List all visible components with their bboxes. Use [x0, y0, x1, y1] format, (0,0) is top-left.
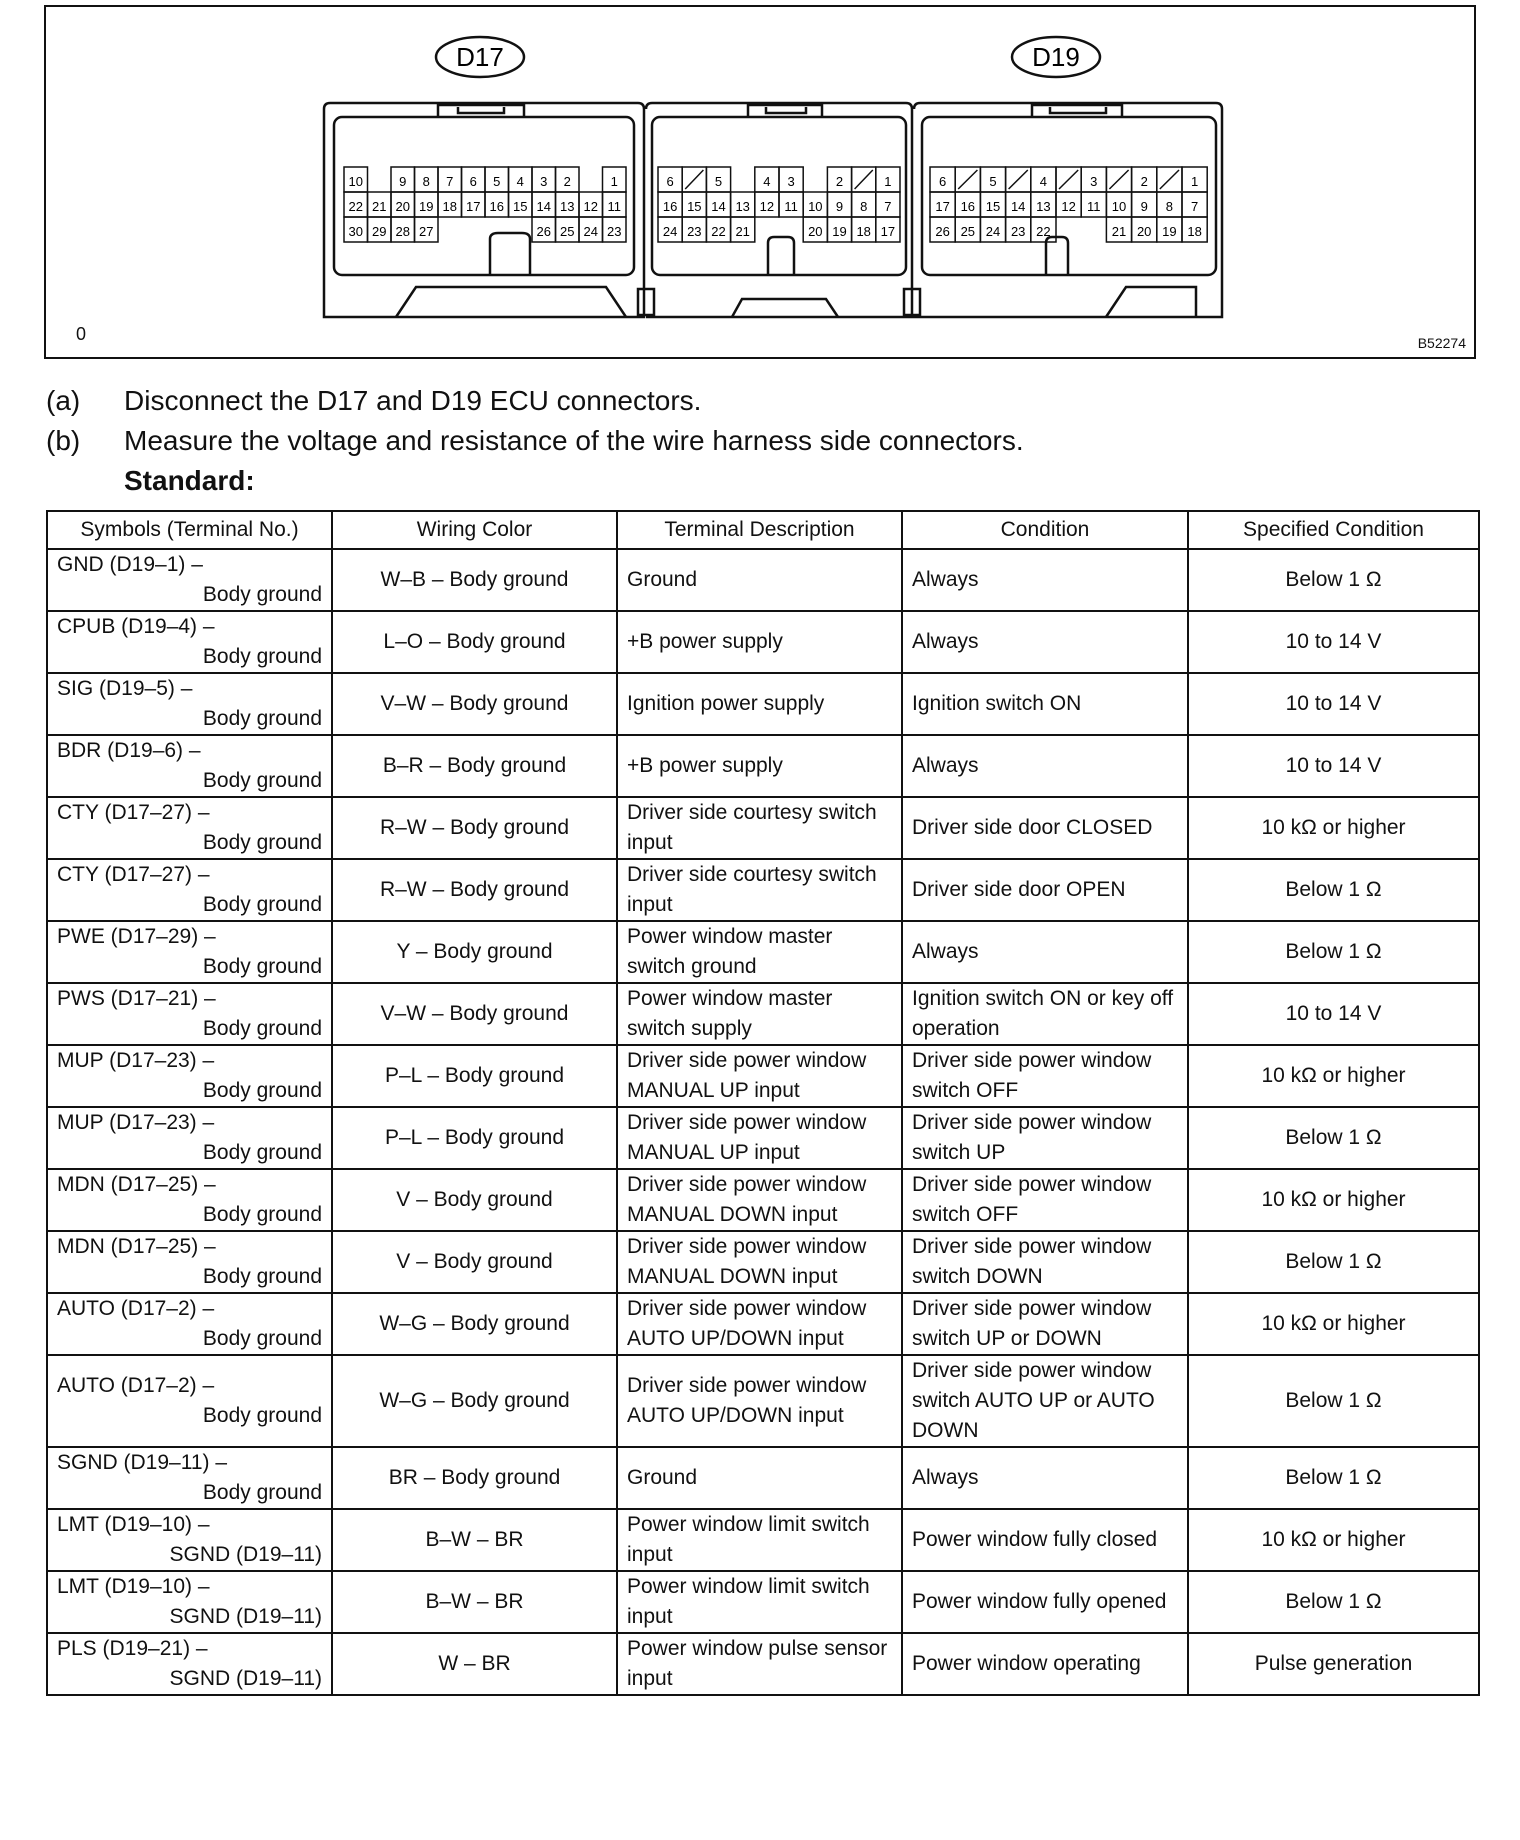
pin-number: 15: [687, 199, 702, 214]
step-a-label: (a): [46, 385, 81, 416]
pin-number: 3: [1090, 174, 1098, 189]
pin-number: 22: [348, 199, 363, 214]
cell-symbol: [47, 859, 332, 921]
cell-wiring-color: V–W – Body ground: [332, 983, 617, 1045]
symbol-terminal: MDN (D17–25) –: [57, 1173, 216, 1196]
symbol-reference: Body ground: [202, 1017, 322, 1040]
symbol-reference: Body ground: [202, 1327, 322, 1350]
cell-specified-condition: Below 1 Ω: [1188, 859, 1479, 921]
cell-wiring-color: P–L – Body ground: [332, 1045, 617, 1107]
cell-specified-condition: 10 kΩ or higher: [1188, 1293, 1479, 1355]
cell-condition: Driver side power window switch UP or DOWN: [902, 1293, 1188, 1355]
connector-diagram: [44, 5, 1476, 359]
cell-condition: Driver side door OPEN: [902, 859, 1188, 921]
pin-number: 2: [1140, 174, 1148, 189]
cell-condition: Always: [902, 735, 1188, 797]
table-header-row: [47, 511, 1479, 549]
header-condition: Condition: [902, 511, 1188, 549]
cell-symbol: [47, 1231, 332, 1293]
symbol-terminal: CPUB (D19–4) –: [57, 615, 215, 638]
pin-number: 9: [1140, 199, 1148, 214]
symbol-terminal: MUP (D17–23) –: [57, 1111, 215, 1134]
symbol-terminal: BDR (D19–6) –: [57, 739, 201, 762]
pin-number: 7: [884, 199, 892, 214]
pin-number: 19: [1162, 224, 1177, 239]
symbol-reference: Body ground: [202, 831, 322, 854]
table-row: [47, 1571, 1479, 1633]
pin-number: 3: [787, 174, 795, 189]
pin-number: 17: [935, 199, 950, 214]
pin-number: 5: [493, 174, 501, 189]
empty-pin-slash: [855, 170, 873, 189]
table-row: [47, 1107, 1479, 1169]
cell-terminal-description: Driver side power window MANUAL DOWN input: [617, 1231, 902, 1293]
symbol-terminal: LMT (D19–10) –: [57, 1513, 210, 1536]
cell-specified-condition: Below 1 Ω: [1188, 1571, 1479, 1633]
pin-number: 9: [835, 199, 844, 214]
cell-specified-condition: Below 1 Ω: [1188, 921, 1479, 983]
pin-number: 30: [348, 224, 363, 239]
table-row: [47, 735, 1479, 797]
table-body: [47, 549, 1479, 1695]
cell-symbol: [47, 611, 332, 673]
pin-number: 5: [714, 174, 723, 189]
cell-condition: Ignition switch ON: [902, 673, 1188, 735]
table-row: [47, 1045, 1479, 1107]
symbol-terminal: PWS (D17–21) –: [57, 987, 216, 1010]
symbol-reference: Body ground: [202, 1141, 322, 1164]
pin-number: 13: [1036, 199, 1051, 214]
pin-number: 6: [469, 174, 477, 189]
pin-number: 8: [1165, 199, 1174, 214]
cell-symbol: [47, 735, 332, 797]
pin-number: 25: [560, 224, 575, 239]
cell-condition: Driver side power window switch OFF: [902, 1045, 1188, 1107]
symbol-terminal: SIG (D19–5) –: [57, 677, 193, 700]
pin-number: 2: [835, 174, 844, 189]
symbol-reference: Body ground: [202, 1203, 322, 1226]
symbol-reference: Body ground: [202, 769, 322, 792]
cell-symbol: [47, 1169, 332, 1231]
pin-number: 10: [1111, 199, 1127, 214]
cell-condition: Always: [902, 921, 1188, 983]
cell-terminal-description: Power window master switch supply: [617, 983, 902, 1045]
pin-number: 1: [610, 174, 618, 189]
pin-number: 7: [1190, 199, 1199, 214]
cell-wiring-color: W–G – Body ground: [332, 1355, 617, 1447]
empty-pin-slash: [1009, 170, 1028, 189]
cell-terminal-description: Driver side courtesy switch input: [617, 859, 902, 921]
symbol-reference: Body ground: [202, 583, 322, 606]
pin-number: 5: [989, 174, 997, 189]
table-row: [47, 859, 1479, 921]
symbol-terminal: MUP (D17–23) –: [57, 1049, 215, 1072]
cell-terminal-description: Driver side power window AUTO UP/DOWN input: [617, 1355, 902, 1447]
pin-number: 9: [399, 174, 407, 189]
cell-specified-condition: Below 1 Ω: [1188, 1231, 1479, 1293]
cell-symbol: [47, 1633, 332, 1695]
pin-number: 21: [372, 199, 387, 214]
pin-number: 27: [419, 224, 434, 239]
symbol-reference: Body ground: [202, 893, 322, 916]
cell-wiring-color: V – Body ground: [332, 1231, 617, 1293]
pin-number: 7: [446, 174, 454, 189]
step-b-label: (b): [46, 425, 81, 456]
symbol-reference: SGND (D19–11): [169, 1667, 322, 1690]
pin-number: 16: [662, 199, 678, 214]
cell-condition: Power window fully closed: [902, 1509, 1188, 1571]
cell-condition: Power window fully opened: [902, 1571, 1188, 1633]
cell-wiring-color: R–W – Body ground: [332, 859, 617, 921]
cell-specified-condition: Below 1 Ω: [1188, 1355, 1479, 1447]
pin-number: 11: [784, 199, 798, 214]
symbol-terminal: LMT (D19–10) –: [57, 1575, 210, 1598]
pin-number: 26: [935, 224, 950, 239]
standard-label: Standard:: [124, 465, 255, 496]
header-wiring-color: Wiring Color: [332, 511, 617, 549]
symbol-reference: Body ground: [202, 645, 322, 668]
cell-terminal-description: Driver side power window MANUAL DOWN input: [617, 1169, 902, 1231]
pin-number: 24: [583, 224, 598, 239]
cell-symbol: [47, 1571, 332, 1633]
header-symbols: Symbols (Terminal No.): [47, 511, 332, 549]
symbol-reference: SGND (D19–11): [169, 1543, 322, 1566]
pin-number: 1: [884, 174, 892, 189]
pin-number: 14: [536, 199, 551, 214]
pin-number: 19: [419, 199, 434, 214]
cell-condition: Power window operating: [902, 1633, 1188, 1695]
cell-wiring-color: V–W – Body ground: [332, 673, 617, 735]
cell-terminal-description: +B power supply: [617, 611, 902, 673]
cell-condition: Driver side power window switch DOWN: [902, 1231, 1188, 1293]
header-specified-condition: Specified Condition: [1188, 511, 1479, 549]
pin-number: 20: [395, 199, 410, 214]
pin-number: 18: [442, 199, 457, 214]
symbol-terminal: PWE (D17–29) –: [57, 925, 216, 948]
cell-wiring-color: R–W – Body ground: [332, 797, 617, 859]
empty-pin-slash: [1109, 170, 1128, 189]
cell-specified-condition: Pulse generation: [1188, 1633, 1479, 1695]
pin-number: 16: [489, 199, 504, 214]
pin-number: 15: [985, 199, 1001, 214]
symbol-terminal: CTY (D17–27) –: [57, 863, 210, 886]
table-row: [47, 1633, 1479, 1695]
cell-wiring-color: B–W – BR: [332, 1571, 617, 1633]
cell-condition: Always: [902, 611, 1188, 673]
cell-terminal-description: Power window limit switch input: [617, 1509, 902, 1571]
pin-number: 6: [666, 174, 674, 189]
symbol-terminal: AUTO (D17–2) –: [57, 1297, 215, 1320]
table-row: [47, 1509, 1479, 1571]
pin-number: 21: [735, 224, 750, 239]
pin-number: 24: [985, 224, 1001, 239]
cell-terminal-description: Power window master switch ground: [617, 921, 902, 983]
cell-terminal-description: Driver side power window MANUAL UP input: [617, 1107, 902, 1169]
symbol-reference: Body ground: [202, 955, 322, 978]
header-terminal-description: Terminal Description: [617, 511, 902, 549]
pin-number: 20: [1136, 224, 1152, 239]
pin-number: 28: [395, 224, 410, 239]
cell-terminal-description: Ground: [617, 1447, 902, 1509]
pin-number: 8: [422, 174, 430, 189]
symbol-reference: Body ground: [202, 1404, 322, 1427]
pin-number: 3: [540, 174, 548, 189]
cell-condition: Driver side power window switch UP: [902, 1107, 1188, 1169]
cell-specified-condition: 10 to 14 V: [1188, 611, 1479, 673]
cell-specified-condition: 10 to 14 V: [1188, 735, 1479, 797]
d17-pin-grid: [344, 167, 626, 242]
pin-number: 18: [856, 224, 871, 239]
pin-number: 14: [711, 199, 726, 214]
cell-condition: Driver side power window switch OFF: [902, 1169, 1188, 1231]
pin-number: 26: [536, 224, 551, 239]
step-a-text: Disconnect the D17 and D19 ECU connectors.: [124, 385, 702, 416]
cell-symbol: [47, 797, 332, 859]
symbol-reference: SGND (D19–11): [169, 1605, 322, 1628]
cell-terminal-description: Power window limit switch input: [617, 1571, 902, 1633]
cell-symbol: [47, 1447, 332, 1509]
d19-right-pin-grid: [930, 167, 1207, 242]
table-row: [47, 983, 1479, 1045]
cell-specified-condition: Below 1 Ω: [1188, 1107, 1479, 1169]
cell-condition: Driver side power window switch AUTO UP or AUTO DOWN: [902, 1355, 1188, 1447]
pin-number: 21: [1111, 224, 1127, 239]
pin-number: 17: [466, 199, 481, 214]
pin-number: 16: [960, 199, 976, 214]
cell-condition: Driver side door CLOSED: [902, 797, 1188, 859]
pin-number: 11: [607, 199, 621, 214]
pin-number: 14: [1010, 199, 1026, 214]
step-b-text: Measure the voltage and resistance of the wire harness side connectors.: [124, 425, 1024, 456]
cell-specified-condition: 10 to 14 V: [1188, 673, 1479, 735]
table-row: [47, 1231, 1479, 1293]
cell-condition: Always: [902, 1447, 1188, 1509]
pin-number: 4: [1039, 174, 1048, 189]
symbol-terminal: AUTO (D17–2) –: [57, 1374, 215, 1397]
symbol-terminal: MDN (D17–25) –: [57, 1235, 216, 1258]
table-row: [47, 1169, 1479, 1231]
cell-terminal-description: Driver side power window MANUAL UP input: [617, 1045, 902, 1107]
symbol-reference: Body ground: [202, 1265, 322, 1288]
cell-symbol: [47, 983, 332, 1045]
empty-pin-slash: [1160, 170, 1179, 189]
pin-number: 13: [735, 199, 750, 214]
pin-number: 11: [1087, 199, 1101, 214]
pin-number: 12: [583, 199, 598, 214]
pin-number: 17: [880, 224, 896, 239]
cell-symbol: [47, 1509, 332, 1571]
connector-label-d17: D17: [456, 42, 504, 72]
cell-wiring-color: B–R – Body ground: [332, 735, 617, 797]
cell-condition: Always: [902, 549, 1188, 611]
cell-wiring-color: W–G – Body ground: [332, 1293, 617, 1355]
cell-specified-condition: 10 kΩ or higher: [1188, 797, 1479, 859]
cell-symbol: [47, 549, 332, 611]
connector-drawing: [46, 7, 1474, 357]
pin-number: 10: [808, 199, 823, 214]
pin-number: 4: [516, 174, 524, 189]
table-row: [47, 1355, 1479, 1447]
pin-number: 22: [1036, 224, 1051, 239]
pin-number: 13: [560, 199, 575, 214]
empty-pin-slash: [958, 170, 977, 189]
symbol-terminal: CTY (D17–27) –: [57, 801, 210, 824]
cell-symbol: [47, 673, 332, 735]
pin-number: 25: [960, 224, 976, 239]
pin-number: 2: [563, 174, 571, 189]
pin-number: 29: [372, 224, 387, 239]
pin-number: 24: [662, 224, 678, 239]
step-b: [46, 425, 1024, 457]
table-row: [47, 549, 1479, 611]
cell-terminal-description: +B power supply: [617, 735, 902, 797]
pin-number: 4: [763, 174, 771, 189]
table-row: [47, 797, 1479, 859]
cell-symbol: [47, 921, 332, 983]
pin-number: 22: [711, 224, 726, 239]
pin-number: 10: [348, 174, 363, 189]
pin-number: 23: [1010, 224, 1026, 239]
cell-terminal-description: Driver side courtesy switch input: [617, 797, 902, 859]
cell-condition: Ignition switch ON or key off operation: [902, 983, 1188, 1045]
cell-wiring-color: V – Body ground: [332, 1169, 617, 1231]
pin-number: 12: [1061, 199, 1076, 214]
pin-number: 18: [1187, 224, 1202, 239]
pin-number: 8: [860, 199, 868, 214]
cell-specified-condition: 10 kΩ or higher: [1188, 1045, 1479, 1107]
cell-symbol: [47, 1045, 332, 1107]
cell-symbol: [47, 1293, 332, 1355]
table-row: [47, 673, 1479, 735]
connector-label-d19: D19: [1032, 42, 1080, 72]
pin-number: 19: [832, 224, 847, 239]
figure-corner-mark: 0: [76, 324, 87, 344]
standard-table: [46, 510, 1480, 1696]
pin-number: 6: [938, 174, 947, 189]
symbol-terminal: GND (D19–1) –: [57, 553, 203, 576]
cell-symbol: [47, 1107, 332, 1169]
pin-number: 23: [687, 224, 702, 239]
pin-number: 23: [607, 224, 622, 239]
cell-wiring-color: W–B – Body ground: [332, 549, 617, 611]
figure-id: B52274: [1417, 335, 1466, 351]
pin-number: 20: [808, 224, 823, 239]
cell-wiring-color: Y – Body ground: [332, 921, 617, 983]
pin-number: 12: [759, 199, 775, 214]
symbol-terminal: PLS (D19–21) –: [57, 1637, 208, 1660]
symbol-reference: Body ground: [202, 1481, 322, 1504]
table-row: [47, 1447, 1479, 1509]
table-row: [47, 1293, 1479, 1355]
cell-terminal-description: Driver side power window AUTO UP/DOWN input: [617, 1293, 902, 1355]
table-row: [47, 921, 1479, 983]
table-row: [47, 611, 1479, 673]
cell-symbol: [47, 1355, 332, 1447]
empty-pin-slash: [1059, 170, 1078, 189]
cell-wiring-color: B–W – BR: [332, 1509, 617, 1571]
cell-specified-condition: Below 1 Ω: [1188, 1447, 1479, 1509]
pin-number: 1: [1190, 174, 1199, 189]
empty-pin-slash: [685, 170, 703, 189]
d19-left-pin-grid: [658, 167, 900, 242]
cell-specified-condition: 10 to 14 V: [1188, 983, 1479, 1045]
cell-wiring-color: P–L – Body ground: [332, 1107, 617, 1169]
d19-body-right: [646, 103, 1222, 317]
cell-wiring-color: BR – Body ground: [332, 1447, 617, 1509]
cell-terminal-description: Power window pulse sensor input: [617, 1633, 902, 1695]
pin-number: 15: [513, 199, 528, 214]
symbol-terminal: SGND (D19–11) –: [57, 1451, 228, 1474]
symbol-reference: Body ground: [202, 1079, 322, 1102]
cell-specified-condition: 10 kΩ or higher: [1188, 1509, 1479, 1571]
cell-terminal-description: Ground: [617, 549, 902, 611]
cell-wiring-color: W – BR: [332, 1633, 617, 1695]
cell-specified-condition: 10 kΩ or higher: [1188, 1169, 1479, 1231]
cell-specified-condition: Below 1 Ω: [1188, 549, 1479, 611]
symbol-reference: Body ground: [202, 707, 322, 730]
cell-terminal-description: Ignition power supply: [617, 673, 902, 735]
cell-wiring-color: L–O – Body ground: [332, 611, 617, 673]
step-a: [46, 385, 701, 417]
